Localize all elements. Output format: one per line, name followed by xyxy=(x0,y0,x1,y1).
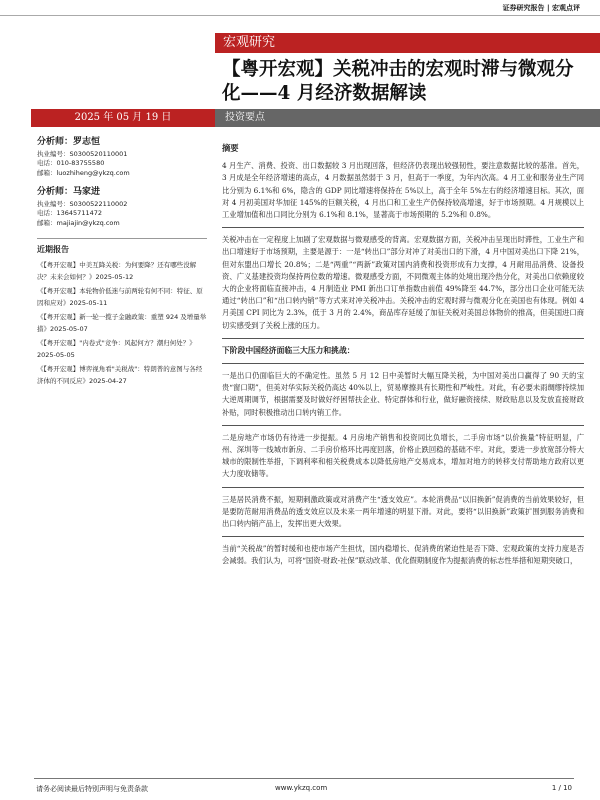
paragraph: 当前“关税战”的暂时缓和也使市场产生担忧，国内稳增长、促消费的紧迫性是否下降、宏观政策的支持力度是否会减弱。我们认为，可将“国资-财政-社保”联动改革、优化假期制度作为提振消费的标志性举措和短期突破口， xyxy=(222,544,584,566)
analyst-email[interactable]: 邮箱：luozhiheng@ykzq.com xyxy=(37,168,130,177)
paragraph-divider xyxy=(222,363,584,364)
footer-url[interactable]: www.ykzq.com xyxy=(275,784,328,792)
paragraph-divider xyxy=(222,536,584,537)
analyst-card xyxy=(37,138,207,178)
analyst-email[interactable]: 邮箱：majiajin@ykzq.com xyxy=(37,218,120,227)
header-divider xyxy=(0,15,600,16)
analyst-phone: 电话：010-83755580 xyxy=(37,159,105,167)
analyst-cert: 执业编号：S0300520110001 xyxy=(37,149,128,158)
paragraph: 二是房地产市场仍有待进一步提振。4 月房地产销售和投资同比负增长，二手房市场“以价换量”特征明显，广州、深圳等一线城市新房、二手房价格环比再度回落，价格止跌回稳的基础不牢。对此，要进一步放宽部分特大城市的限制性举措，下调利率和相关税费成本以降低房地产交易成本，增加对地方的转移支付帮助地方政府以更大力度收储等。 xyxy=(222,432,584,479)
sidebar xyxy=(37,138,207,389)
report-title: 【粤开宏观】关税冲击的宏观时滞与微观分化——4 月经济数据解读 xyxy=(222,59,574,104)
analyst-phone: 电话：13645711472 xyxy=(37,209,102,217)
analyst-role: 分析师： xyxy=(37,137,74,147)
paragraph: 一是出口仍面临巨大的不确定性。虽然 5 月 12 日中美暂时大幅互降关税，为中国对美出口赢得了 90 天的宝贵“窗口期”，但美对华实际关税仍高达 40%以上，贸易摩擦具有长期性和严峻性。对此，有必要未雨绸缪持续加大逆周期调节，根据需要及时做好纾困帮扶企业、特定群体和行业，做好融资接续、财政贴息以及发放直接财政补贴，同时积极推动出口转内销工作。 xyxy=(222,371,584,417)
main-content xyxy=(222,142,584,574)
paragraph: 4 月生产、消费、投资、出口数据较 3 月出现回落，但经济仍表现出较强韧性，要注意数据比较的基准。首先，3 月成是全年经济增速的高点，4 月数据虽然弱于 3 月，但高于一季度，为年内次高。4 月工业和服务业生产同比分别为 6.1%和 6%，隐含的 GDP 同比增速将保持在 5%以上，高于全年 5%左右的经济增速目标。其次，面对 4 月初美国对华加征 145%的巨额关税，4 月出口和工业生产仍保持较高增速，好于市场预期。4 月规模以上工业增加值和出口同比分别为 6.1%和 8.1%，显著高于市场预期的 5.2%和 0.8%。 xyxy=(222,161,584,220)
recent-report-item[interactable]: 《【粤开宏观】新一轮一揽子金融政策：重塑 924 及增量举措》2025-05-07 xyxy=(37,312,207,333)
subheading: 下阶段中国经济面临三大压力和挑战： xyxy=(222,345,355,355)
paragraph-divider xyxy=(222,487,584,488)
abstract-heading: 摘要 xyxy=(222,143,239,153)
page-number: 1 / 10 xyxy=(551,784,572,792)
footer xyxy=(0,782,600,800)
category-banner: 宏观研究 xyxy=(215,33,600,53)
recent-report-item[interactable]: 《【粤开宏观】本轮物价低迷与前两轮有何不同：特征、原因和应对》2025-05-11 xyxy=(37,286,203,307)
analyst-role: 分析师： xyxy=(37,187,74,197)
recent-report-item[interactable]: 《【粤开宏观】"内卷式"竞争：风起何方？潮归何处？》2025-05-05 xyxy=(37,338,196,359)
paragraph-divider xyxy=(222,425,584,426)
paragraph: 关税冲击在一定程度上加剧了宏观数据与微观感受的背离。宏观数据方面，关税冲击呈现出时滞性，工业生产和出口增速好于市场预期，主要是源于：一是“转出口”部分对冲了对美出口的下滑，4 月中国对美出口下降 21%，但对东盟出口增长 20.8%；二是“两重”“两新”政策对国内消费和投资形成有力支撑，4 月耐用品消费、设备投资、广义基建投资均保持两位数的增速。微观感受方面，不同微观主体的处境出现冷热分化，对美出口依赖度较大的企业将面临直接冲击，4 月制造业 PMI 新出口订单指数由前值 49%降至 44.7%，部分出口企业可能无法通过“转出口”和“出口转内销”等方式来对冲关税冲击。关税冲击的宏观时滞与微观分化在美国也有体现。例如 4 月美国 CPI 同比为 2.3%，低于 3 月的 2.4%，商品库存延缓了加征关税对美国总体物价的推高，但美国进口商切实感受到了关税上涨的压力。 xyxy=(222,235,584,330)
report-date: 2025 年 05 月 19 日 xyxy=(31,109,215,127)
section-label: 投资要点 xyxy=(215,109,600,127)
recent-report-item[interactable]: 《【粤开宏观】中美互降关税：为何要降？还有哪些没解决？未来会如何？》2025-05-12 xyxy=(37,260,197,281)
recent-reports-title: 近期报告 xyxy=(37,245,69,254)
top-header xyxy=(0,0,600,14)
analyst-card xyxy=(37,188,207,228)
paragraph: 三是居民消费不振，短期刺激政策或对消费产生“透支效应”。本轮消费品“以旧换新”促消费的当前效果较好，但是要防范耐用消费品的透支效应以及未来一两年增速的明显下滑。对此，要将“以旧换新”政策扩围到服务消费和出口转内销产品上，发挥出更大效果。 xyxy=(222,494,584,529)
paragraph-divider xyxy=(222,227,584,228)
recent-report-item[interactable]: 《【粤开宏观】博弈视角看"关税战"：特朗普的意图与各经济体的不同反应》2025-04-27 xyxy=(37,364,203,385)
analyst-name: 马家进 xyxy=(73,187,101,197)
analyst-name: 罗志恒 xyxy=(73,137,101,147)
header-report-type: 证券研究报告 | 宏观点评 xyxy=(502,4,580,12)
sidebar-divider xyxy=(37,238,207,239)
paragraph-divider xyxy=(222,338,584,339)
footer-divider xyxy=(34,778,574,779)
footer-disclaimer: 请务必阅读最后特别声明与免责条款 xyxy=(36,785,148,793)
analyst-cert: 执业编号：S0300522110002 xyxy=(37,199,128,208)
